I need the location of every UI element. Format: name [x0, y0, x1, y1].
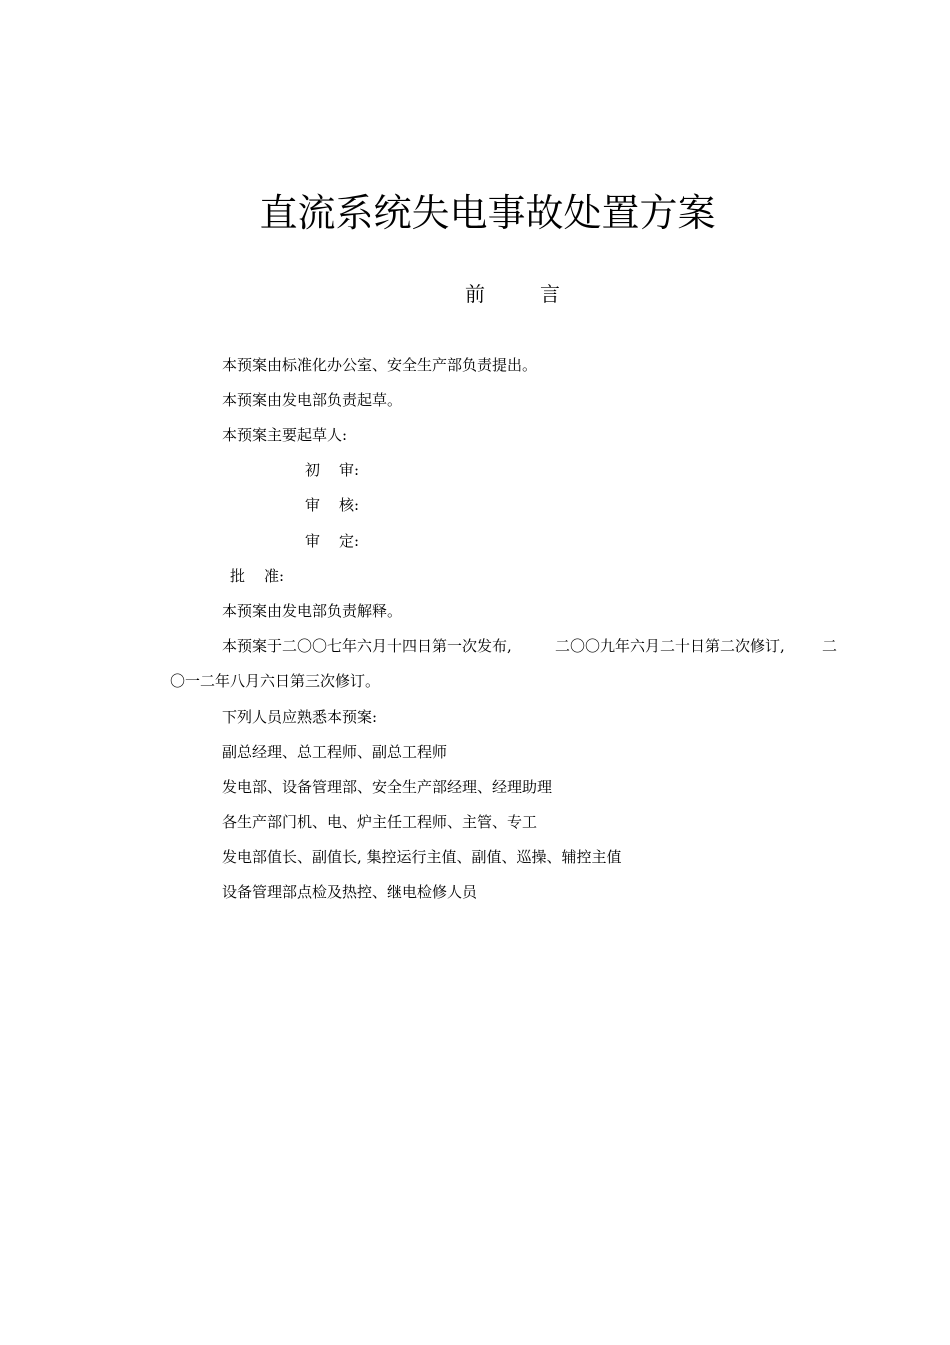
personnel-line: 发电部值长、副值长, 集控运行主值、副值、巡操、辅控主值	[222, 848, 622, 866]
release-part-3: 二	[822, 637, 838, 655]
personnel-line: 副总经理、总工程师、副总工程师	[222, 743, 448, 761]
main-drafters-line: 本预案主要起草人:	[222, 426, 348, 444]
personnel-line: 发电部、设备管理部、安全生产部经理、经理助理	[222, 778, 553, 796]
document-title: 直流系统失电事故处置方案	[259, 191, 716, 235]
interpretation-line: 本预案由发电部负责解释。	[222, 602, 403, 620]
final-review-label	[305, 530, 359, 552]
approve-label	[230, 565, 284, 587]
preface-heading	[465, 280, 560, 308]
approve-char-1: 批	[230, 567, 246, 585]
final-review-char-2: 定:	[339, 532, 360, 550]
initial-review-label	[305, 459, 359, 481]
audit-char-1: 审	[305, 496, 321, 514]
drafted-by-line: 本预案由发电部负责起草。	[222, 391, 403, 409]
audit-label	[305, 494, 359, 516]
personnel-line: 设备管理部点检及热控、继电检修人员	[222, 883, 478, 901]
preface-char-1: 前	[465, 282, 485, 306]
personnel-line: 各生产部门机、电、炉主任工程师、主管、专工	[222, 813, 538, 831]
initial-review-char-2: 审:	[339, 461, 360, 479]
release-continuation: 〇一二年八月六日第三次修订。	[170, 672, 381, 690]
approve-char-2: 准:	[264, 567, 285, 585]
preface-char-2: 言	[540, 282, 560, 306]
final-review-char-1: 审	[305, 532, 321, 550]
initial-review-char-1: 初	[305, 461, 321, 479]
release-part-2: 二〇〇九年六月二十日第二次修订,	[555, 637, 785, 655]
proposed-by-line: 本预案由标准化办公室、安全生产部负责提出。	[222, 356, 538, 374]
familiar-intro-line: 下列人员应熟悉本预案:	[222, 708, 378, 726]
audit-char-2: 核:	[339, 496, 360, 514]
release-part-1: 本预案于二〇〇七年六月十四日第一次发布,	[222, 637, 512, 655]
